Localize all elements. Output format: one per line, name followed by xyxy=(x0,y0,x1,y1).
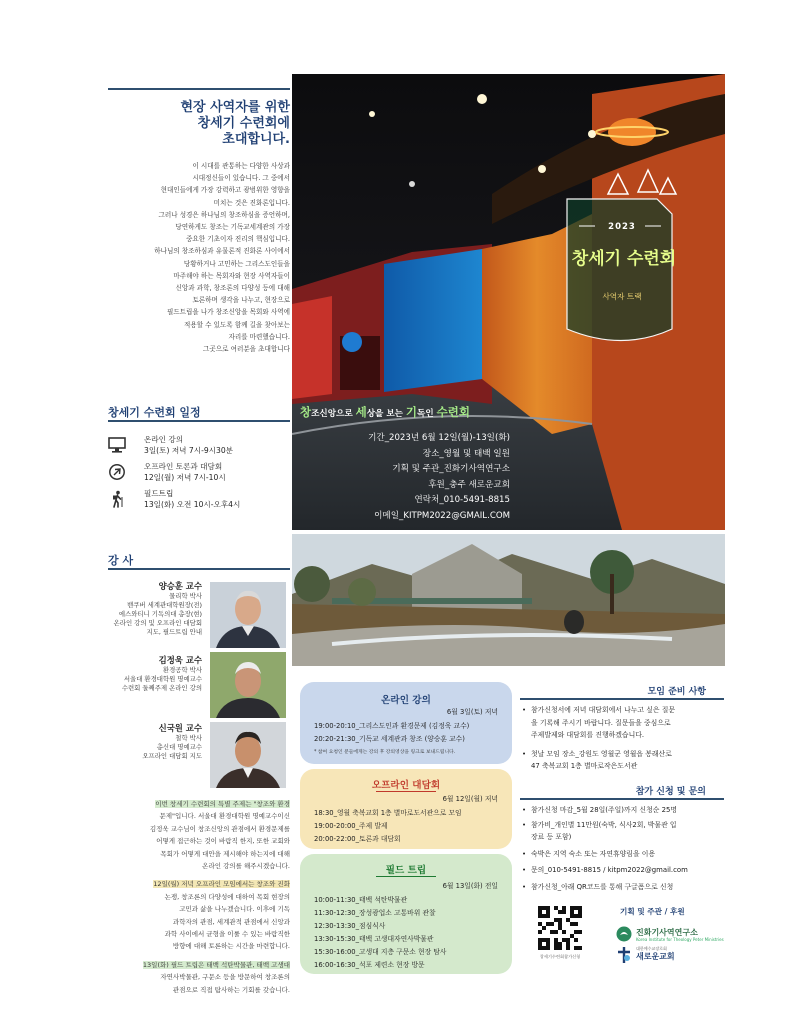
special-line: 과학 사이에서 균형을 이룰 수 있는 바람직한 xyxy=(164,930,290,939)
prep-item-line: • 참가신청서에 저녁 대담회에서 나누고 싶은 질문 xyxy=(531,706,676,714)
program-offline-item: 19:00-20:00_주제 발제 xyxy=(314,822,388,830)
program-field-item: 15:30-16:00_고생대 지층 구문소 현장 탐사 xyxy=(314,948,447,956)
lecturer-3 xyxy=(108,722,202,761)
program-field-item: 11:30-12:30_장성광업소 고통바위 관찰 xyxy=(314,909,436,917)
prep-divider xyxy=(520,698,724,700)
host-org2-small: 대한예수교장로회 xyxy=(636,946,667,951)
intro-line: 마주해야 하는 목회자와 현장 사역자들이 xyxy=(173,271,290,280)
hero-info-line: 연락처_010-5491-8815 xyxy=(414,495,510,506)
program-offline-item: 18:30_영월 축복교회 1층 별마로도서관으로 모임 xyxy=(314,809,462,817)
program-online-item: 19:00-20:10_그리스도인과 환경문제 (김정욱 교수) xyxy=(314,722,470,730)
program-online-date: 6월 3일(토) 저녁 xyxy=(446,708,498,716)
apply-heading: 참가 신청 및 문의 xyxy=(635,787,706,797)
program-field-item: 12:30-13:30_점심식사 xyxy=(314,922,386,930)
special-line: 방향에 대해 토론하는 시간을 마련합니다. xyxy=(172,942,290,951)
program-field-date: 6월 13일(화) 전일 xyxy=(442,882,498,890)
lecturer-line: 온라인 강의 및 오프라인 대담회 xyxy=(113,619,202,627)
lecturer-2 xyxy=(108,654,202,693)
host-org2-name: 새로운교회 xyxy=(636,952,675,961)
prep-item-line: 주제발제와 대담회를 진행하겠습니다. xyxy=(531,731,645,740)
intro-line: 하나님의 창조하심과 유물론적 진화론 사이에서 xyxy=(154,247,290,256)
host-logo-1 xyxy=(616,926,726,944)
apply-item-line: • 참가신청 마감_5월 28일(주일)까지 신청순 25명 xyxy=(531,806,678,814)
host-heading: 기획 및 주관 / 후원 xyxy=(620,907,685,916)
intro-line: 시대정신들이 있습니다. 그 중에서 xyxy=(192,174,290,183)
program-field-underline xyxy=(376,876,436,877)
intro-line: 필드트립을 나가 창조신앙을 목회와 사역에 xyxy=(166,308,290,317)
lecturer-name: 신국원 교수 xyxy=(158,723,202,733)
lecturer-line: 철학 박사 xyxy=(175,734,202,742)
lecturer-line: 수련회 둘째주제 온라인 강의 xyxy=(121,684,202,692)
hero-info-line: 장소_영월 및 태백 일원 xyxy=(422,448,510,459)
program-field-item: 13:30-15:30_태백 고생대자연사박물관 xyxy=(314,935,434,943)
qr-caption: 창세기수련회참가신청 xyxy=(539,954,581,959)
hero-info-line: 후원_충주 새로운교회 xyxy=(428,479,510,490)
intro-line: 그곳으로 여러분을 초대합니다 xyxy=(203,345,290,354)
special-theme-text xyxy=(108,798,290,996)
hero-subtitle: 사역자 트랙 xyxy=(602,292,642,301)
intro-body xyxy=(108,160,290,355)
prep-item-line: 을 기록해 주시기 바랍니다. 질문들을 중심으로 xyxy=(531,718,671,727)
slogan-rest: 독인 xyxy=(417,409,437,419)
lecturer-line: 에스와티니 기독의대 총장(현) xyxy=(118,610,202,618)
schedule-item-online xyxy=(108,434,290,458)
apply-item[interactable] xyxy=(522,864,722,877)
schedule-item-detail: 3일(토) 저녁 7시-9시30분 xyxy=(144,446,233,455)
hero-slogan xyxy=(300,404,720,420)
slogan-initial: 기 xyxy=(405,405,418,419)
hero-year: 2023 xyxy=(608,222,636,232)
lecturer-3-photo xyxy=(210,722,286,788)
intro-line: 당연하게도 창조는 기독교세계관의 가장 xyxy=(175,223,290,232)
special-line: 자연사박물관, 구문소 등을 방문하여 창조론의 xyxy=(160,973,290,982)
special-line: 관점으로 직접 탐사하는 기회를 갖습니다. xyxy=(172,985,290,994)
apply-item-line: • 숙박은 지역 숙소 또는 자연휴양림을 이용 xyxy=(531,849,656,858)
qr-code[interactable] xyxy=(538,906,582,950)
lecturer-line: 물리학 박사 xyxy=(169,592,202,600)
slogan-rest: 조신앙으로 xyxy=(311,409,356,419)
lecturer-line: 지도, 필드트립 안내 xyxy=(146,628,202,636)
intro-title-line: 창세기 수련회에 xyxy=(197,116,290,131)
apply-item xyxy=(522,819,722,844)
program-field-item: 16:00-16:30_석포 제련소 현장 방문 xyxy=(314,961,425,969)
special-line: 김정욱 교수님이 창조신앙의 관점에서 환경문제를 xyxy=(149,824,290,833)
apply-item-line: • 참가비_개인별 11만원(숙박, 식사2회, 박물관 입 xyxy=(531,820,677,829)
program-online-item: 20:20-21:30_기독교 세계관과 창조 (양승훈 교수) xyxy=(314,735,465,743)
special-line: 어떻게 접근하는 것이 바람직 한지, 또한 교회와 xyxy=(156,837,290,846)
special-line: 고민과 삶을 나누겠습니다. 이후에 기독 xyxy=(179,905,290,914)
lecturer-1-photo xyxy=(210,582,286,648)
program-field-item: 10:00-11:30_태백 석탄박물관 xyxy=(314,896,408,904)
apply-item xyxy=(522,881,722,894)
special-highlight: 12일(월) 저녁 오프라인 모임에서는 창조와 진화 xyxy=(153,880,290,889)
slogan-initial: 세 xyxy=(355,405,367,419)
intro-title-line: 현장 사역자를 위한 xyxy=(180,100,290,115)
special-highlight: 이번 창세기 수련회의 특별 주제는 "창조와 환경 xyxy=(155,800,290,808)
lecturers-heading: 강 사 xyxy=(108,554,134,567)
special-line: 논쟁, 창조론의 다양성에 대하여 목회 현장의 xyxy=(164,892,290,901)
intro-line: 자리를 마련했습니다. xyxy=(228,332,290,341)
hero-info xyxy=(300,431,510,525)
lecturer-1 xyxy=(108,580,202,637)
apply-item xyxy=(522,848,722,861)
slogan-initial: 수련회 xyxy=(436,405,470,419)
host-logo-2 xyxy=(616,946,726,964)
special-line: 과학자의 관점, 세계관적 관점에서 신앙과 xyxy=(172,917,290,926)
intro-title xyxy=(108,100,290,148)
apply-item-line: 장료 등 포함) xyxy=(531,833,572,842)
slogan-rest: 상을 보는 xyxy=(366,409,406,419)
apply-item xyxy=(522,804,722,817)
apply-divider xyxy=(520,798,724,800)
intro-line: 당황하거나 고민하는 그리스도인들을 xyxy=(183,259,290,268)
hero-info-line: 기간_2023년 6월 12일(월)-13일(화) xyxy=(368,433,510,443)
schedule-item-title: 온라인 강의 xyxy=(144,435,184,444)
lecturer-name: 양승훈 교수 xyxy=(158,581,202,591)
schedule-item-offline xyxy=(108,461,290,485)
program-online-title: 온라인 강의 xyxy=(381,695,431,706)
program-offline xyxy=(300,769,512,849)
apply-list xyxy=(522,804,722,894)
host-org1-name: 진화기사역연구소 xyxy=(636,928,698,937)
prep-item-line: • 첫날 모임 장소_강원도 영월군 영월읍 봉래산로 xyxy=(531,749,672,758)
hero-info-line: 기획 및 주관_진화기사역연구소 xyxy=(392,464,510,475)
program-field-title: 필드 트립 xyxy=(385,865,427,876)
prep-item xyxy=(522,748,722,773)
schedule-item-detail: 12일(월) 저녁 7시-10시 xyxy=(144,473,226,482)
prep-item xyxy=(522,704,722,742)
intro-line: 신앙과 과학, 창조론의 다양성 등에 대해 xyxy=(175,284,290,293)
lecturer-line: 서울대 환경대학원 명예교수 xyxy=(123,675,202,683)
schedule-item-title: 오프라인 토론과 대담회 xyxy=(144,462,223,471)
special-line: 목회가 어떻게 대안을 제시해야 하는지에 대해 xyxy=(160,849,290,858)
host-org1-small: Korea Institute for Theology Peter Ministries xyxy=(636,937,724,942)
prep-item-line: 47 축복교회 1층 별마로작은도서관 xyxy=(531,762,638,771)
program-online-note: * 참여 요청인 분들에게는 강의 후 강의영상을 링크로 보내드립니다. xyxy=(314,750,456,755)
special-line: 온라인 강의를 해주시겠습니다. xyxy=(202,862,290,871)
program-offline-underline xyxy=(376,791,436,792)
lecturer-line: 밴쿠버 세계관대학원장(전) xyxy=(127,601,202,609)
hiker-icon xyxy=(108,490,126,508)
prep-list xyxy=(522,704,722,773)
schedule-item-field xyxy=(108,488,290,512)
lecturer-name: 김정욱 교수 xyxy=(158,655,202,665)
institute-logo-icon xyxy=(616,926,632,942)
schedule-heading: 창세기 수련회 일정 xyxy=(108,406,201,419)
landscape-photo xyxy=(292,534,725,666)
special-highlight: 13일(화) 필드 트립은 태백 석탄박물관, 태백 고생대 xyxy=(142,960,290,969)
lecturer-line: 총신대 명예교수 xyxy=(156,743,202,751)
program-offline-title: 오프라인 대담회 xyxy=(371,780,441,791)
program-field xyxy=(300,854,512,974)
chat-icon xyxy=(108,463,126,481)
intro-title-line: 초대합니다. xyxy=(222,132,290,147)
lecturer-line: 환경공학 박사 xyxy=(162,666,202,674)
intro-line: 그러나 성경은 하나님의 창조하심을 증언하며, xyxy=(158,210,290,219)
special-line: 문제"입니다. 서울대 환경대학원 명예교수이신 xyxy=(159,812,290,821)
intro-line: 미치는 것은 진화론입니다. xyxy=(213,198,290,207)
program-offline-item: 20:00-22:00_토론과 대담회 xyxy=(314,835,401,843)
slogan-initial: 창 xyxy=(300,405,312,419)
hero-info-line: 이메일_KITPM2022@GMAIL.COM xyxy=(374,510,510,521)
schedule-divider xyxy=(108,420,290,422)
intro-divider xyxy=(108,88,290,90)
intro-line: 적용할 수 있도록 함께 길을 찾아보는 xyxy=(183,320,290,329)
schedule-item-title: 필드트립 xyxy=(144,489,174,498)
hero-title: 창세기 수련회 xyxy=(571,249,677,269)
intro-line: 이 시대를 관통하는 다양한 사상과 xyxy=(192,162,290,170)
lecturers-divider xyxy=(108,568,290,570)
program-offline-date: 6월 12일(월) 저녁 xyxy=(442,795,498,803)
intro-line: 중요한 기초이자 진리의 핵심입니다. xyxy=(186,235,290,244)
prep-heading: 모임 준비 사항 xyxy=(647,687,706,697)
church-logo-icon xyxy=(616,946,632,964)
apply-item-line: • 참가신청_아래 QR코드를 통해 구글폼으로 신청 xyxy=(531,882,674,891)
contact-line[interactable]: • 문의_010-5491-8815 / kitpm2022@gmail.com xyxy=(531,866,688,875)
program-online xyxy=(300,682,512,764)
lecturer-line: 오프라인 대담회 지도 xyxy=(142,752,202,760)
lecturer-2-photo xyxy=(210,652,286,718)
monitor-icon xyxy=(108,436,126,454)
schedule-item-detail: 13일(화) 오전 10시-오후4시 xyxy=(144,500,241,509)
intro-line: 현대인들에게 가장 강력하고 광범위한 영향을 xyxy=(160,186,290,195)
intro-line: 토론하며 생각을 나누고, 현장으로 xyxy=(192,296,290,305)
